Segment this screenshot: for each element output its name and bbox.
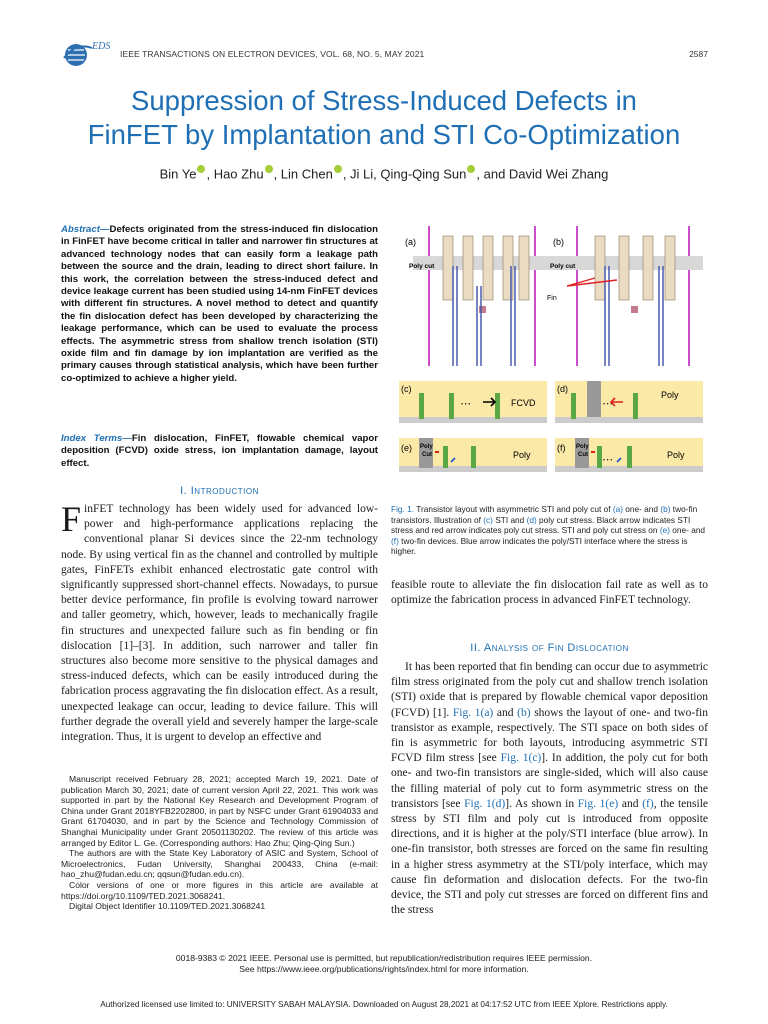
copyright-line-1: 0018-9383 © 2021 IEEE. Personal use is permitted, but republication/redistribution requires IEEE permission.	[175, 953, 593, 963]
abstract-text: Defects originated from the stress-induced fin dislocation in FinFET have become critical in taller and narrower fin structures at advanced technology nodes that can easily form a leakage path between the source and the drain, leading to direct short failure. In this work, the correlation between the stress-induced defect and device leakage current has been studied using 14-nm FinFET devices with different fin structures. A novel method to detect and quantify the fin dislocation defect has been developed by characterizing the leakage performance, which can be used to evaluate the process effects. The asymmetric stress from shallow trench isolation (STI) oxide film and fin damage by ion implantation are verified as the primary causes through statistical analysis, which have been further co-optimized to achieve a higher yield.	[61, 224, 378, 384]
introduction-continuation: feasible route to alleviate the fin dislocation fail rate as well as to optimize the fabrication process in advanced FinFET technology.	[391, 579, 708, 607]
journal-name: IEEE TRANSACTIONS ON ELECTRON DEVICES, VOL. 68, NO. 5, MAY 2021	[120, 49, 425, 59]
footnote-doi: Digital Object Identifier 10.1109/TED.2021.3068241	[69, 901, 266, 912]
author-4: , Ji Li, Qing-Qing Sun	[342, 166, 467, 182]
author-3: , Lin Chen	[273, 166, 333, 182]
svg-text:Poly: Poly	[576, 444, 589, 450]
introduction-text: inFET technology has been widely used for advanced low-power and high-performance applications replacing the conventional planar Si devices since the 22-nm technology node. By using vertical fin as the channel and controlled by multiple gates, FinFETs exhibit enhanced electrostatic gate control with significantly suppressed short-channel effects. Nowadays, to pursue better device performance, fin profile is evolving toward narrower and taller geometry, which, however, leads to mechanically fragile fin structures and unexpected failure such as fin bending or fin dislocation [1]–[3]. In addition, such narrower and taller fin structures also become more sensitive to the physical damages and stress-induced defects, which can be easily introduced during the fabrication process aggravating the fin dislocation effect. As a result, unexpected leakage can occur, leading to device failure. This will further degrade the overall yield and severely hamper the large-scale integration. Thus, it is urgent to develop an effective and	[61, 503, 378, 744]
orcid-icon[interactable]	[197, 165, 205, 173]
caption-label: Fig. 1.	[391, 504, 415, 514]
paper-title	[40, 84, 728, 152]
author-5: , and David Wei Zhang	[476, 166, 609, 182]
figure-1-graphic	[395, 226, 707, 476]
abstract-label: Abstract—	[61, 224, 110, 235]
title-line-2: FinFET by Implantation and STI Co-Optimization	[87, 119, 681, 150]
page-header	[62, 40, 708, 70]
author-2: , Hao Zhu	[206, 166, 264, 182]
svg-text:• • •: • • •	[603, 458, 613, 464]
figure-ref-link[interactable]: (f)	[642, 797, 654, 810]
svg-text:Fin: Fin	[547, 295, 557, 302]
author-list	[40, 165, 728, 181]
panel-d	[555, 381, 703, 423]
svg-text:Poly: Poly	[513, 450, 531, 460]
svg-text:Poly: Poly	[667, 450, 685, 460]
figure-ref-link[interactable]: (b)	[517, 706, 531, 719]
svg-text:EDS: EDS	[92, 41, 111, 52]
footnote-color-versions: Color versions of one or more figures in this article are available at https://doi.org/10.1109/TED.2021.3068241.	[61, 879, 378, 901]
footnote-manuscript: Manuscript received February 28, 2021; accepted March 19, 2021. Date of publication March 30, 2021; date of current version April 22, 2021. This work was supported in part by the National Key Research and Development Program of China under Grant 2018YFB2202800, in part by NSFC under Grant 61904033 and Grant 61704030, and in part by the Science and Technology Commission of Shanghai Municipality under Grant 20501130202. The review of this article was arranged by Editor L. Ge. (Corresponding authors: Hao Zhu; Qing-Qing Sun.)	[61, 774, 378, 848]
panel-f	[555, 438, 703, 472]
svg-text:Poly: Poly	[661, 390, 679, 400]
svg-text:(a): (a)	[405, 237, 416, 247]
figure-ref-link[interactable]: Fig. 1(c)	[500, 752, 542, 765]
copyright-line-2: See https://www.ieee.org/publications/rights/index.html for more information.	[239, 964, 529, 974]
panel-a	[405, 226, 557, 366]
svg-text:• • •: • • •	[461, 402, 471, 408]
figure-ref-link[interactable]: Fig. 1(d)	[464, 797, 506, 810]
index-terms-label: Index Terms—	[61, 433, 132, 444]
figure-ref-link[interactable]: Fig. 1(a)	[452, 706, 494, 719]
copyright-notice	[40, 953, 728, 975]
analysis-body: It has been reported that fin bending can occur due to asymmetric film stress originated from the poly cut and shallow trench isolation (STI) oxide that is prepared by flowable chemical vapor deposition (FCVD) [1]. Fig. 1(a) and (b) shows the layout of one- and two-fin transistor as example, respectively. The STI space on both sides of fin is asymmetric for both layouts, introducing asymmetric STI FCVD film stress [see Fig. 1(c)]. In addition, the poly cut for both one- and two-fin transistors are single-sided, which will also cause the filling material of poly cut to form asymmetric stress on the transistors [see Fig. 1(d)]. As shown in Fig. 1(e) and (f), the tensile stress by STI film and poly cut is introduced from opposite directions, and it is higher at the poly/STI interface (blue arrow). In one-fin transistor, both stresses are forced on the same fin resulting in a higher stress asymmetry at the STI/poly interface, which may cause fin deformation and dislocation defects. For the two-fin device, the STI and poly cut stresses are forced on different fins and the stress	[391, 661, 709, 917]
page-number: 2587	[689, 49, 708, 59]
svg-text:Poly cut: Poly cut	[409, 263, 435, 270]
figure-ref-link[interactable]: (f)	[391, 535, 399, 546]
svg-text:Cut: Cut	[422, 452, 432, 458]
footnote-affiliation: The authors are with the State Key Laboratory of ASIC and System, School of Microelectronics, Fudan University, Shanghai 200433, China (e-mail: hao_zhu@fudan.edu.cn; qqsun@fudan.edu.cn).	[61, 848, 378, 880]
panel-e	[399, 438, 547, 472]
abstract	[61, 224, 378, 385]
section-heading-introduction: I. Introduction	[180, 485, 259, 497]
svg-text:(d): (d)	[557, 384, 568, 394]
orcid-icon[interactable]	[467, 165, 475, 173]
index-terms-text: Fin dislocation, FinFET, flowable chemical vapor deposition (FCVD) oxide stress, ion implantation damage, layout effect.	[61, 433, 378, 469]
svg-text:FCVD: FCVD	[511, 398, 536, 408]
figure-ref-link[interactable]: Fig. 1(e)	[577, 797, 619, 810]
title-line-1: Suppression of Stress-Induced Defects in	[131, 85, 637, 116]
svg-text:• • •: • • •	[603, 402, 613, 408]
orcid-icon[interactable]	[334, 165, 342, 173]
author-1: Bin Ye	[159, 166, 197, 182]
figure-ref-link[interactable]: (c)	[483, 514, 493, 525]
figure-ref-link[interactable]: (a)	[612, 504, 623, 514]
introduction-body	[61, 499, 378, 745]
svg-text:(f): (f)	[557, 443, 566, 453]
panel-b	[547, 226, 703, 366]
figure-1-caption: Fig. 1. Transistor layout with asymmetric STI and poly cut of (a) one- and (b) two-fin transistors. Illustration of (c) STI and (d) poly cut stress. Black arrow indicates STI stress and red arrow indicates poly cut stress. STI and poly cut stress on (e) one- and (f) two-fin devices. Blue arrow indicates the poly/STI interface where the stress is higher.	[391, 504, 706, 556]
section-heading-analysis: II. Analysis of Fin Dislocation	[470, 642, 629, 654]
panel-c	[399, 381, 547, 423]
orcid-icon[interactable]	[265, 165, 273, 173]
svg-text:(b): (b)	[553, 237, 564, 247]
authorized-use-notice: Authorized licensed use limited to: UNIVERSITY SABAH MALAYSIA. Downloaded on August 28,2021 at 04:17:52 UTC from IEEE Xplore. Restrictions apply.	[100, 1000, 668, 1009]
drop-cap: F	[61, 499, 82, 539]
figure-1	[395, 226, 707, 476]
figure-ref-link[interactable]: (e)	[659, 525, 670, 535]
svg-text:Poly cut: Poly cut	[550, 263, 576, 270]
svg-text:(e): (e)	[401, 443, 412, 453]
svg-text:Poly: Poly	[420, 444, 433, 450]
figure-ref-link[interactable]: (d)	[526, 514, 537, 525]
eds-logo	[62, 38, 114, 72]
svg-text:Cut: Cut	[578, 452, 588, 458]
footnotes	[61, 774, 378, 912]
index-terms	[61, 433, 378, 470]
svg-text:(c): (c)	[401, 384, 412, 394]
figure-ref-link[interactable]: (b)	[660, 504, 671, 514]
